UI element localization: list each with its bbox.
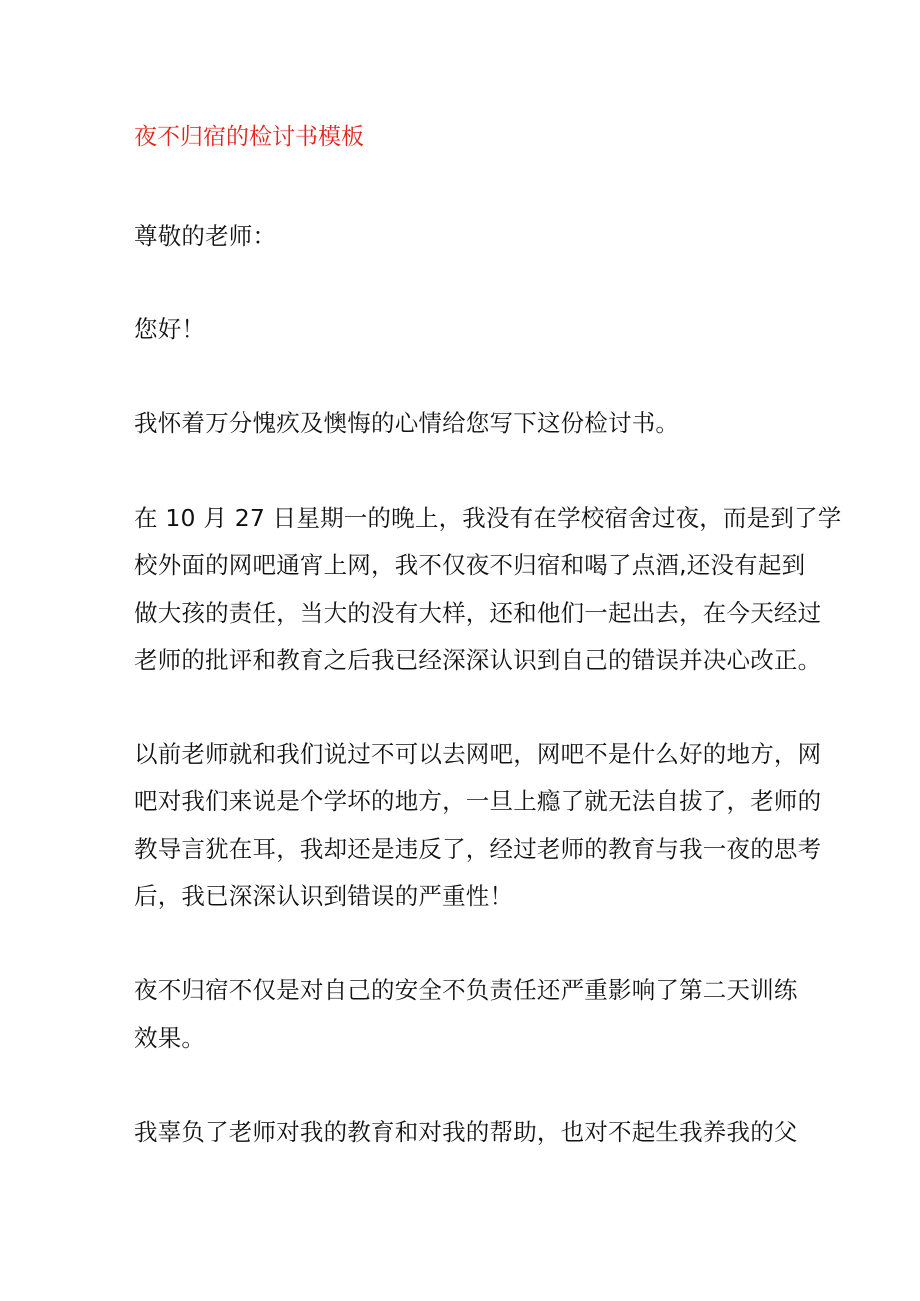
paragraph-line: 做大孩的责任，当大的没有大样，还和他们一起出去，在今天经过 — [134, 599, 822, 627]
paragraph-line: 我怀着万分愧疚及懊悔的心情给您写下这份检讨书。 — [134, 409, 680, 437]
paragraph-line: 夜不归宿不仅是对自己的安全不负责任还严重影响了第二天训练 — [134, 976, 798, 1004]
paragraph-line: 吧对我们来说是个学坏的地方，一旦上瘾了就无法自拔了，老师的 — [134, 787, 822, 815]
salutation-line: 尊敬的老师： — [134, 222, 277, 250]
paragraph-line: 后，我已深深认识到错误的严重性！ — [134, 882, 514, 910]
paragraph-line: 校外面的网吧通宵上网，我不仅夜不归宿和喝了点酒,还没有起到 — [134, 551, 806, 579]
paragraph-line: 以前老师就和我们说过不可以去网吧，网吧不是什么好的地方，网 — [134, 740, 822, 768]
paragraph-line: 我辜负了老师对我的教育和对我的帮助，也对不起生我养我的父 — [134, 1118, 798, 1146]
document-title: 夜不归宿的检讨书模板 — [134, 124, 364, 150]
paragraph-line: 老师的批评和教育之后我已经深深认识到自己的错误并决心改正。 — [134, 646, 822, 674]
greeting-line: 您好！ — [134, 315, 206, 343]
paragraph-line: 效果。 — [134, 1024, 206, 1052]
paragraph-line: 在 10 月 27 日星期一的晚上，我没有在学校宿舍过夜，而是到了学 — [134, 504, 842, 532]
paragraph-line: 教导言犹在耳，我却还是违反了，经过老师的教育与我一夜的思考 — [134, 835, 822, 863]
